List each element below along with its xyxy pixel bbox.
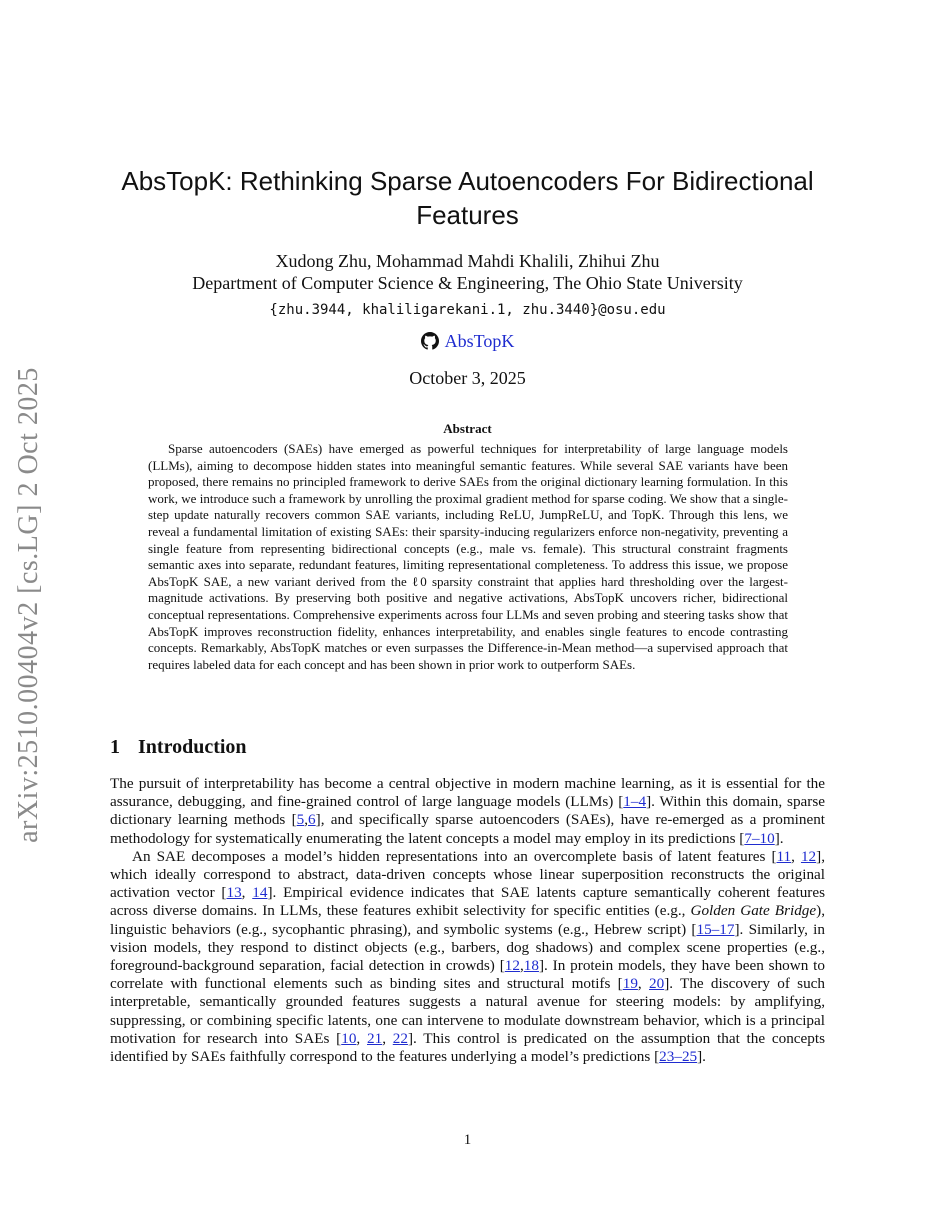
citation-link[interactable]: 18 bbox=[523, 957, 539, 975]
citation-link[interactable]: 19 bbox=[622, 975, 638, 993]
citation-link[interactable]: 20 bbox=[649, 975, 665, 993]
citation-link[interactable]: 13 bbox=[226, 884, 242, 902]
citation-link[interactable]: 7–10 bbox=[744, 829, 775, 847]
citation-link[interactable]: 6 bbox=[308, 811, 316, 829]
text-run: , bbox=[519, 957, 524, 975]
text-run: , bbox=[791, 847, 801, 865]
text-run: ]. This control is predicated on the assumption that the concepts identified by SAEs faithfully correspond to the features underlying a model’s predictions [ bbox=[110, 1029, 826, 1066]
text-run: An SAE decomposes a model’s hidden representations into an overcomplete basis of latent features [ bbox=[132, 847, 777, 865]
text-run: ]. bbox=[774, 829, 784, 847]
abstract-heading: Abstract bbox=[443, 421, 492, 436]
repository-link[interactable]: AbsTopK bbox=[444, 331, 515, 351]
github-icon[interactable] bbox=[421, 332, 439, 355]
text-run: ]. bbox=[697, 1048, 706, 1066]
emphasis-text: Golden Gate Bridge bbox=[690, 902, 817, 920]
citation-link[interactable]: 14 bbox=[252, 884, 268, 902]
text-run: ), linguistic behaviors (e.g., sycophantic phrasing), and symbolic systems (e.g., Hebrew script) [ bbox=[110, 902, 825, 938]
citation-link[interactable]: 22 bbox=[392, 1029, 408, 1047]
citation-link[interactable]: 12 bbox=[504, 957, 520, 975]
citation-link[interactable]: 23–25 bbox=[659, 1048, 698, 1066]
citation-link[interactable]: 5 bbox=[296, 811, 305, 829]
section-title: Introduction bbox=[138, 736, 247, 758]
text-run: ]. The discovery of such interpretable, semantically grounded features suggests a natural avenue for steering models: by amplifying, suppressing, or combining specific latents, one can intervene to modulate downstream behavior, which is a principal motivation for research into SAEs [ bbox=[110, 975, 826, 1047]
text-run: ]. Empirical evidence indicates that SAE latents capture semantically coherent features across diverse domains. In LLMs, these features exhibit selectivity for specific entities (e.g., bbox=[110, 884, 825, 920]
text-run: ], and specifically sparse autoencoders (SAEs), have re-emerged as a prominent methodology for systematically enumerating the latent concepts a model may employ in its predictions [ bbox=[110, 811, 826, 847]
citation-link[interactable]: 12 bbox=[800, 847, 817, 865]
text-run: , bbox=[304, 811, 309, 829]
text-run: ]. Within this domain, sparse dictionary learning methods [ bbox=[110, 793, 825, 829]
author-emails: {zhu.3944, khaliligarekani.1, zhu.3440}@osu.edu bbox=[269, 302, 666, 318]
text-run: ], which ideally correspond to abstract, data-driven concepts whose linear superposition reconstructs the original activation vector [ bbox=[110, 847, 825, 902]
repository-link-row bbox=[110, 331, 825, 355]
introduction-body bbox=[110, 775, 825, 1066]
text-run: , bbox=[382, 1029, 393, 1047]
text-run: ]. In protein models, they have been shown to correlate with functional elements such as binding sites and structural motifs [ bbox=[110, 957, 825, 993]
text-run: ]. Similarly, in vision models, they respond to distinct objects (e.g., barbers, dog shadows) and complex scene properties (e.g., foreground-background separation, facial detection in crowds) [ bbox=[110, 920, 825, 975]
citation-link[interactable]: 21 bbox=[367, 1029, 383, 1047]
section-number: 1 bbox=[110, 736, 120, 758]
arxiv-identifier bbox=[14, 350, 44, 860]
publication-date: October 3, 2025 bbox=[409, 368, 526, 388]
citation-link[interactable]: 10 bbox=[341, 1029, 357, 1047]
paper-title-line-1: AbsTopK: Rethinking Sparse Autoencoders For Bidirectional bbox=[121, 166, 814, 196]
text-run: , bbox=[356, 1029, 367, 1047]
abstract-text: Sparse autoencoders (SAEs) have emerged as powerful techniques for interpretability of large language models (LLMs), aiming to decompose hidden states into meaningful semantic features. While several SAE variants have been proposed, there remains no principled framework to derive SAEs from the original dictionary learning formulation. In this work, we introduce such a framework by unrolling the proximal gradient method for sparse coding. We show that a single-step update naturally recovers common SAE variants, including ReLU, JumpReLU, and TopK. Through this lens, we reveal a fundamental limitation of existing SAEs: their sparsity-inducing regularizers enforce non-negativity, preventing a single feature from representing bidirectional concepts (e.g., male vs. female). This structural constraint fragments semantic axes into separate, redundant features, limiting representational completeness. To address this issue, we propose AbsTopK SAE, a new variant derived from the ℓ0 sparsity constraint that applies hard thresholding over the largest-magnitude activations. By preserving both positive and negative activations, AbsTopK uncovers richer, bidirectional conceptual representations. Comprehensive experiments across four LLMs and seven probing and steering tasks show that AbsTopK improves reconstruction fidelity, enhances interpretability, and enables single features to encode contrasting concepts. Remarkably, AbsTopK matches or even surpasses the Difference-in-Mean method—a supervised approach that requires labeled data for each concept and has been shown in prior work to outperform SAEs. bbox=[148, 441, 788, 672]
paragraph-1 bbox=[110, 775, 825, 848]
page-number: 1 bbox=[463, 1132, 472, 1148]
authors: Xudong Zhu, Mohammad Mahdi Khalili, Zhihui Zhu bbox=[275, 251, 660, 271]
text-run: The pursuit of interpretability has become a central objective in modern machine learning, as it is essential for the assurance, debugging, and fine-grained control of large language models (LLMs) [ bbox=[110, 775, 825, 811]
paper-title-line-2: Features bbox=[416, 200, 519, 230]
affiliation: Department of Computer Science & Engineering, The Ohio State University bbox=[192, 273, 743, 293]
text-run: , bbox=[637, 975, 649, 993]
arxiv-identifier-text: arXiv:2510.00404v2 [cs.LG] 2 Oct 2025 bbox=[13, 367, 44, 843]
citation-link[interactable]: 11 bbox=[776, 847, 792, 865]
paragraph-2 bbox=[110, 848, 825, 1066]
section-heading bbox=[110, 736, 247, 759]
citation-link[interactable]: 1–4 bbox=[623, 793, 647, 811]
paper-title bbox=[110, 164, 825, 232]
citation-link[interactable]: 15–17 bbox=[696, 920, 735, 938]
text-run: , bbox=[241, 884, 253, 902]
